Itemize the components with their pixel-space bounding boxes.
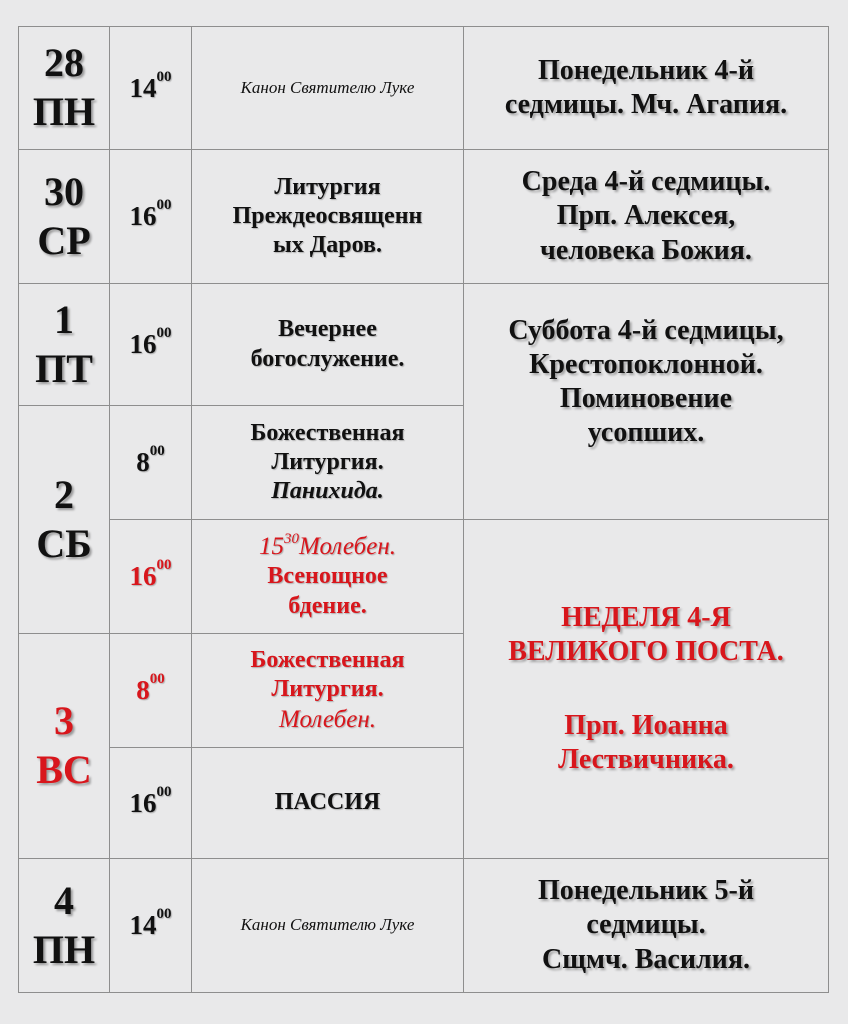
service-text: Канон Святителю Луке <box>240 915 415 935</box>
service-cell <box>192 284 464 406</box>
service-text: Канон Святителю Луке <box>240 77 415 97</box>
feast-line: Крестопоклонной. <box>529 349 763 381</box>
feast-line: Сщмч. Василия. <box>542 943 750 975</box>
time-cell <box>110 284 192 406</box>
moleben-hour: 15 <box>259 532 285 560</box>
day-cell <box>19 634 110 859</box>
feast-cell <box>464 520 829 859</box>
spacer <box>464 669 828 709</box>
feast-line: человека Божия. <box>540 234 752 266</box>
time-minutes: 00 <box>156 197 172 214</box>
day-cell <box>19 27 110 150</box>
service-line: Литургия. <box>271 676 384 703</box>
service-line: Преждеосвященн <box>232 202 423 229</box>
service-line: Божественная <box>250 419 405 446</box>
weekday: ПН <box>32 89 96 134</box>
table-row <box>19 27 829 150</box>
day-cell <box>19 406 110 634</box>
service-text: ПАССИЯ <box>274 789 381 816</box>
table-row <box>19 150 829 284</box>
feast-line: седмицы. Мч. Агапия. <box>504 89 788 120</box>
time-minutes: 00 <box>156 783 172 800</box>
feast-line: Поминовение <box>559 383 733 415</box>
feast-line: Понедельник 4-й <box>538 54 754 86</box>
service-cell <box>192 406 464 520</box>
service-cell <box>192 520 464 634</box>
time-cell <box>110 27 192 150</box>
day-number: 28 <box>44 40 84 86</box>
service-line: Литургия. <box>271 448 384 475</box>
moleben-label: Молебен. <box>299 532 396 560</box>
day-number: 1 <box>54 296 74 342</box>
time-cell <box>110 406 192 520</box>
feast-cell <box>464 859 829 993</box>
service-line: богослужение. <box>250 345 405 372</box>
time-cell <box>110 150 192 284</box>
feast-line: седмицы. <box>586 909 706 941</box>
feast-line: Суббота 4-й седмицы, <box>508 315 784 346</box>
service-line: Божественная <box>250 646 405 673</box>
service-cell <box>192 748 464 859</box>
time-hour: 8 <box>136 675 150 706</box>
time-hour: 16 <box>129 201 157 232</box>
day-cell <box>19 284 110 406</box>
time-minutes: 00 <box>149 671 165 688</box>
time-minutes: 00 <box>156 325 172 342</box>
service-line: бдение. <box>288 592 367 619</box>
feast-line: Среда 4-й седмицы. <box>521 166 771 198</box>
weekday: ВС <box>36 747 92 792</box>
time-minutes: 00 <box>149 443 165 460</box>
moleben-minutes: 30 <box>284 530 300 547</box>
weekday: СБ <box>36 520 92 566</box>
time-hour: 16 <box>129 561 157 592</box>
time-hour: 16 <box>129 787 157 818</box>
service-cell <box>192 859 464 993</box>
time-hour: 14 <box>129 910 157 941</box>
weekday: ПТ <box>35 345 93 391</box>
feast-line: Лествичника. <box>558 744 734 776</box>
feast-cell <box>464 284 829 520</box>
service-line: ых Даров. <box>273 232 382 259</box>
time-minutes: 00 <box>156 906 172 923</box>
feast-cell <box>464 27 829 150</box>
service-cell <box>192 634 464 748</box>
service-cell <box>192 150 464 284</box>
day-cell <box>19 150 110 284</box>
feast-line: НЕДЕЛЯ 4-Я <box>561 601 731 633</box>
feast-line: ВЕЛИКОГО ПОСТА. <box>508 635 784 667</box>
service-line-moleben <box>192 532 463 563</box>
time-minutes: 00 <box>156 557 172 574</box>
feast-line: усопших. <box>587 417 705 449</box>
table-row <box>19 284 829 406</box>
feast-line: Прп. Алексея, <box>556 200 736 232</box>
time-hour: 14 <box>129 72 157 103</box>
time-cell <box>110 859 192 993</box>
day-cell <box>19 859 110 993</box>
time-cell <box>110 520 192 634</box>
weekday: СР <box>37 217 91 263</box>
day-number: 4 <box>54 877 74 923</box>
day-number: 30 <box>44 168 84 214</box>
time-cell <box>110 634 192 748</box>
feast-line: Прп. Иоанна <box>564 710 728 741</box>
weekday: ПН <box>32 926 96 972</box>
time-hour: 16 <box>129 329 157 360</box>
service-line: Всенощное <box>267 563 388 590</box>
service-line-extra: Молебен. <box>279 705 376 733</box>
service-line: Вечернее <box>278 316 377 343</box>
service-cell <box>192 27 464 150</box>
time-cell <box>110 748 192 859</box>
day-number: 2 <box>54 471 74 517</box>
feast-cell <box>464 150 829 284</box>
service-line: Литургия <box>274 173 381 200</box>
schedule-table <box>18 26 829 993</box>
time-hour: 8 <box>136 447 150 478</box>
feast-line: Понедельник 5-й <box>538 875 754 907</box>
service-line-extra: Панихида. <box>271 478 384 505</box>
table-row <box>19 520 829 634</box>
table-row <box>19 859 829 993</box>
time-minutes: 00 <box>156 68 172 85</box>
day-number: 3 <box>54 698 74 744</box>
